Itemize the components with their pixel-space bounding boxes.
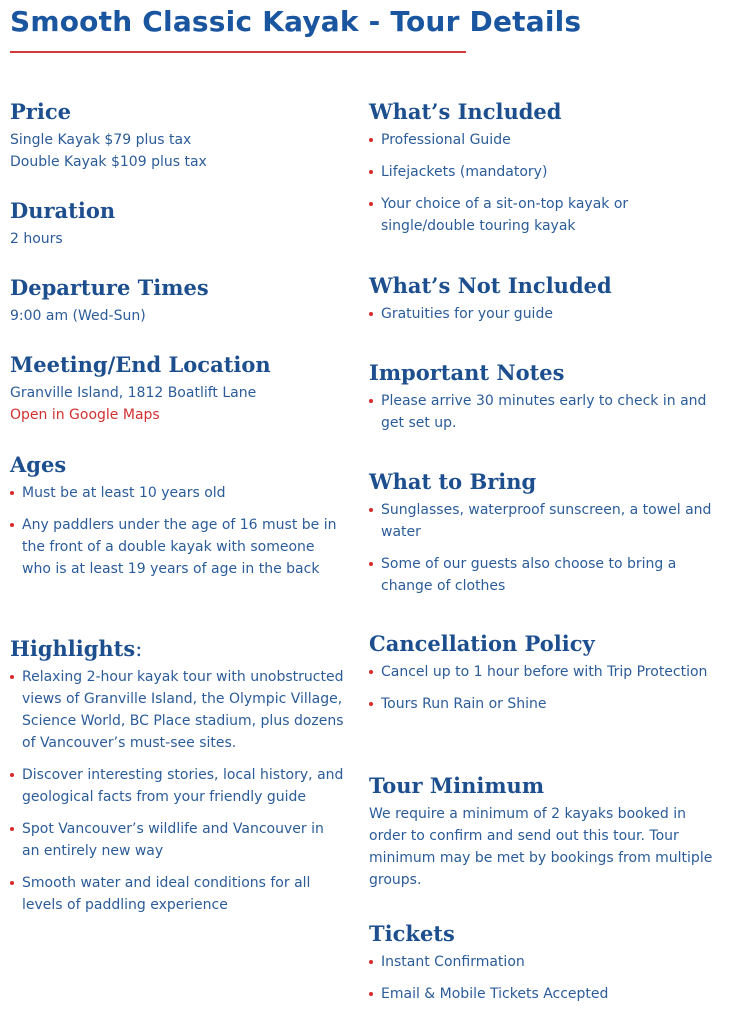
cancellation-heading: Cancellation Policy xyxy=(369,631,595,656)
price-section xyxy=(10,98,345,173)
minimum-heading: Tour Minimum xyxy=(369,773,545,798)
tickets-list xyxy=(369,951,714,1005)
bring-heading: What to Bring xyxy=(369,469,537,494)
highlights-list xyxy=(10,666,345,916)
list-item: Sunglasses, waterproof sunscreen, a towel and water xyxy=(369,499,714,543)
page-title: Smooth Classic Kayak - Tour Details xyxy=(10,5,582,38)
notes-list xyxy=(369,390,714,434)
bring-list xyxy=(369,499,714,597)
included-heading: What’s Included xyxy=(369,99,562,124)
list-item: Email & Mobile Tickets Accepted xyxy=(369,983,714,1005)
highlights-heading xyxy=(10,635,345,663)
meeting-address: Granville Island, 1812 Boatlift Lane xyxy=(10,385,257,401)
ages-heading: Ages xyxy=(10,452,67,477)
list-item: Cancel up to 1 hour before with Trip Protection xyxy=(369,661,714,683)
not-included-list xyxy=(369,303,714,325)
google-maps-link[interactable]: Open in Google Maps xyxy=(10,407,160,423)
list-item: Gratuities for your guide xyxy=(369,303,714,325)
bring-section xyxy=(369,468,714,597)
highlights-heading-text: Highlights xyxy=(10,636,136,661)
list-item: Lifejackets (mandatory) xyxy=(369,161,714,183)
cancellation-list xyxy=(369,661,714,715)
price-double: Double Kayak $109 plus tax xyxy=(10,154,207,170)
minimum-text: We require a minimum of 2 kayaks booked in order to confirm and send out this tour. Tour minimum may be met by bookings from multiple groups. xyxy=(369,806,713,888)
list-item: Relaxing 2-hour kayak tour with unobstructed views of Granville Island, the Olympic Village, Science World, BC Place stadium, plus dozens of Vancouver’s must-see sites. xyxy=(10,666,345,754)
duration-section xyxy=(10,197,345,250)
meeting-details xyxy=(10,382,345,426)
list-item: Spot Vancouver’s wildlife and Vancouver in an entirely new way xyxy=(10,818,345,862)
ages-section xyxy=(10,451,345,580)
notes-section xyxy=(369,359,714,434)
list-item: Any paddlers under the age of 16 must be in the front of a double kayak with someone who is at least 19 years of age in the back xyxy=(10,514,345,580)
meeting-heading: Meeting/End Location xyxy=(10,352,271,377)
meeting-section xyxy=(10,351,345,426)
included-section xyxy=(369,98,714,237)
list-item: Please arrive 30 minutes early to check in and get set up. xyxy=(369,390,714,434)
list-item: Your choice of a sit-on-top kayak or single/double touring kayak xyxy=(369,193,714,237)
tickets-heading: Tickets xyxy=(369,921,455,946)
price-single: Single Kayak $79 plus tax xyxy=(10,132,192,148)
departure-heading: Departure Times xyxy=(10,275,209,300)
tickets-section xyxy=(369,920,714,1005)
list-item: Some of our guests also choose to bring a change of clothes xyxy=(369,553,714,597)
price-heading: Price xyxy=(10,99,71,124)
departure-text: 9:00 am (Wed-Sun) xyxy=(10,308,146,324)
cancellation-section xyxy=(369,630,714,715)
duration-text: 2 hours xyxy=(10,231,63,247)
departure-section xyxy=(10,274,345,327)
notes-heading: Important Notes xyxy=(369,360,565,385)
ages-list xyxy=(10,482,345,580)
price-lines xyxy=(10,129,345,173)
list-item: Discover interesting stories, local history, and geological facts from your friendly guide xyxy=(10,764,345,808)
minimum-section xyxy=(369,772,714,891)
list-item: Smooth water and ideal conditions for all levels of paddling experience xyxy=(10,872,345,916)
highlights-section xyxy=(10,635,345,916)
title-divider xyxy=(10,51,466,53)
highlights-colon: : xyxy=(135,637,143,661)
included-list xyxy=(369,129,714,237)
duration-heading: Duration xyxy=(10,198,116,223)
list-item: Must be at least 10 years old xyxy=(10,482,345,504)
list-item: Tours Run Rain or Shine xyxy=(369,693,714,715)
not-included-heading: What’s Not Included xyxy=(369,273,612,298)
list-item: Instant Confirmation xyxy=(369,951,714,973)
list-item: Professional Guide xyxy=(369,129,714,151)
not-included-section xyxy=(369,272,714,325)
